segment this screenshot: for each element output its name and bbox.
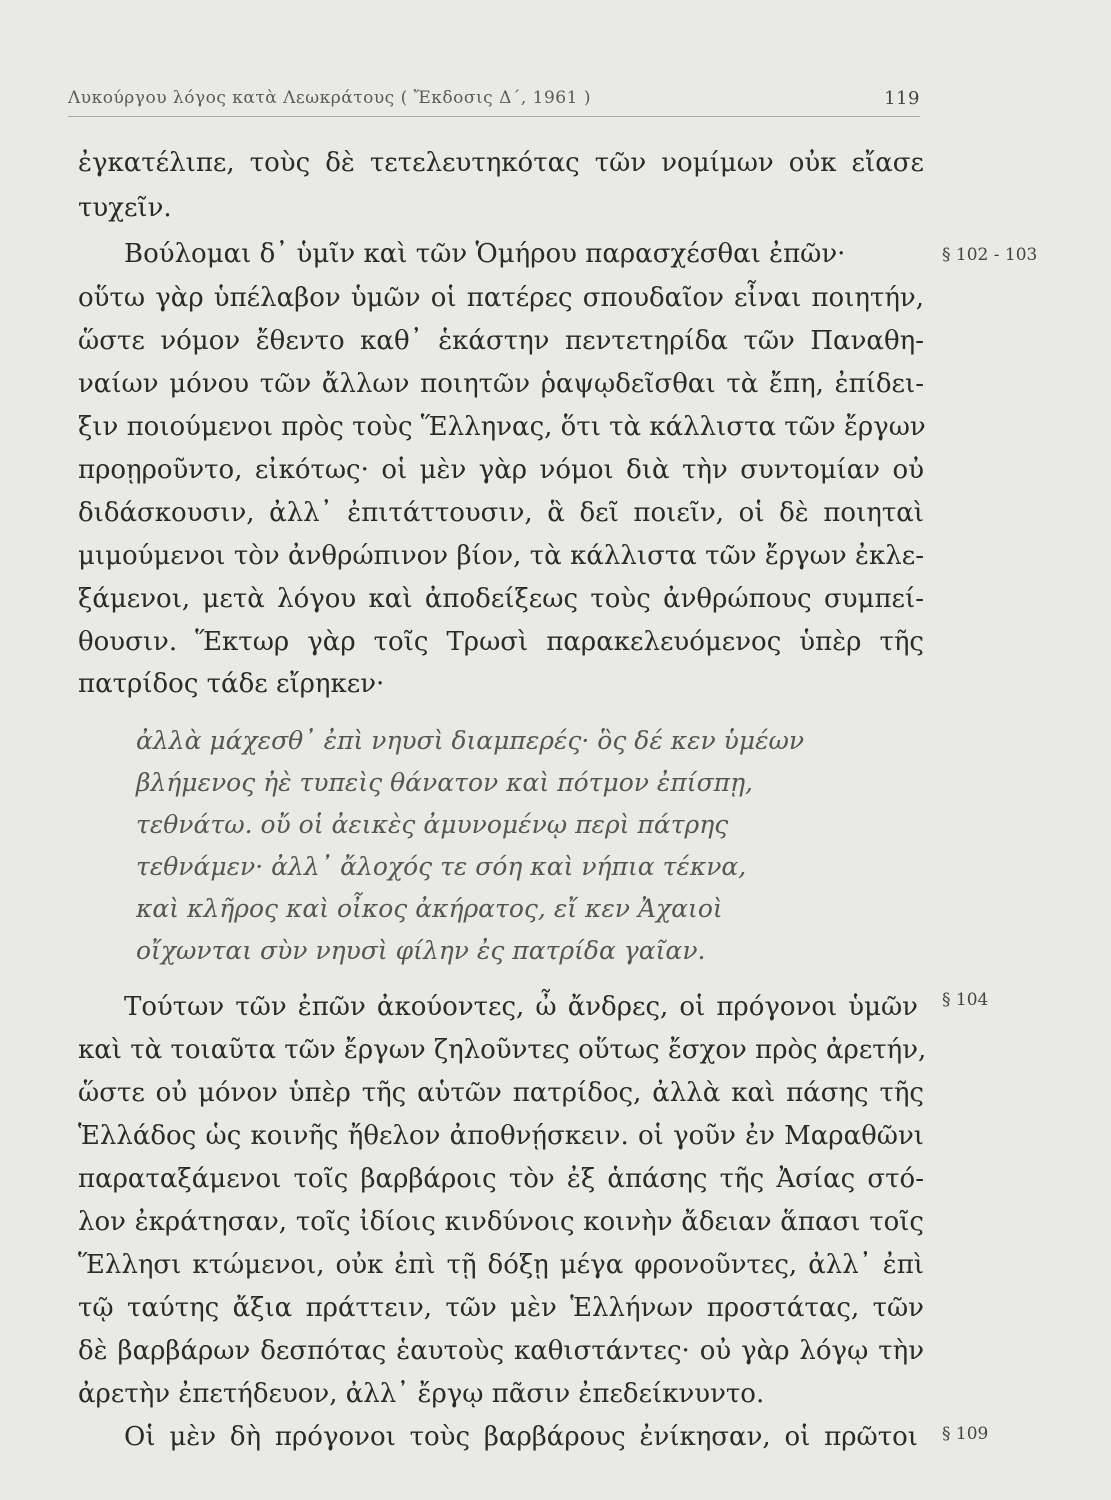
text-line: λον ἐκράτησαν, τοῖς ἰδίοις κινδύνοις κοινὴν ἄδειαν ἅπασι τοῖς bbox=[78, 1207, 924, 1237]
text-line: Τούτων τῶν ἐπῶν ἀκούοντες, ὦ ἄνδρες, οἱ πρόγονοι ὑμῶν bbox=[124, 992, 918, 1022]
text-line: Ἑλλάδος ὡς κοινῆς ἤθελον ἀποθνῄσκειν. οἱ γοῦν ἐν Μαραθῶνι bbox=[78, 1121, 924, 1151]
text-line: καὶ τὰ τοιαῦτα τῶν ἔργων ζηλοῦντες οὕτως ἔσχον πρὸς ἀρετήν, bbox=[78, 1035, 927, 1065]
text-line: ὥστε οὐ μόνον ὑπὲρ τῆς αὑτῶν πατρίδος, ἀλλὰ καὶ πάσης τῆς bbox=[78, 1078, 924, 1108]
section-reference: § 104 bbox=[942, 990, 989, 1010]
text-line: μιμούμενοι τὸν ἀνθρώπινον βίον, τὰ κάλλιστα τῶν ἔργων ἐκλε- bbox=[78, 541, 924, 571]
running-title: Λυκούργου λόγος κατὰ Λεωκράτους ( Ἔκδοσις Δ΄, 1961 ) bbox=[68, 88, 591, 108]
text-line: τῷ ταύτης ἄξια πράττειν, τῶν μὲν Ἑλλήνων προστάτας, τῶν bbox=[78, 1293, 924, 1323]
text-line: τυχεῖν. bbox=[78, 193, 172, 223]
text-line: ὥστε νόμον ἔθεντο καθ᾽ ἑκάστην πεντετηρίδα τῶν Παναθη- bbox=[78, 326, 924, 356]
verse-line: τεθνάμεν· ἀλλ᾽ ἄλοχός τε σόη καὶ νήπια τέκνα, bbox=[136, 852, 747, 881]
text-line: ἐγκατέλιπε, τοὺς δὲ τετελευτηκότας τῶν νομίμων οὐκ εἴασε bbox=[78, 148, 924, 178]
text-line: πατρίδος τάδε εἴρηκεν· bbox=[78, 669, 385, 699]
text-line: ξάμενοι, μετὰ λόγου καὶ ἀποδείξεως τοὺς ἀνθρώπους συμπεί- bbox=[78, 584, 924, 614]
text-line: θουσιν. Ἕκτωρ γὰρ τοῖς Τρωσὶ παρακελευόμενος ὑπὲρ τῆς bbox=[78, 627, 924, 657]
text-line: προῃροῦντο, εἰκότως· οἱ μὲν γὰρ νόμοι διὰ τὴν συντομίαν οὐ bbox=[78, 455, 924, 485]
page-number: 119 bbox=[884, 88, 920, 109]
verse-line: τεθνάτω. οὔ οἱ ἀεικὲς ἀμυνομένῳ περὶ πάτρης bbox=[136, 810, 729, 839]
verse-line: βλήμενος ἠὲ τυπεὶς θάνατον καὶ πότμον ἐπίσπῃ, bbox=[136, 768, 753, 797]
verse-line: οἴχωνται σὺν νηυσὶ φίλην ἐς πατρίδα γαῖαν. bbox=[136, 936, 706, 965]
text-line: ξιν ποιούμενοι πρὸς τοὺς Ἕλληνας, ὅτι τὰ κάλλιστα τῶν ἔργων bbox=[78, 412, 926, 442]
text-line: παραταξάμενοι τοῖς βαρβάροις τὸν ἐξ ἁπάσης τῆς Ἀσίας στό- bbox=[78, 1164, 924, 1194]
text-line: οὕτω γὰρ ὑπέλαβον ὑμῶν οἱ πατέρες σπουδαῖον εἶναι ποιητήν, bbox=[78, 283, 924, 313]
text-line: ναίων μόνου τῶν ἄλλων ποιητῶν ῥαψῳδεῖσθαι τὰ ἔπη, ἐπίδει- bbox=[78, 369, 924, 399]
section-reference: § 109 bbox=[942, 1424, 989, 1444]
text-line: διδάσκουσιν, ἀλλ᾽ ἐπιτάττουσιν, ἃ δεῖ ποιεῖν, οἱ δὲ ποιηταὶ bbox=[78, 498, 924, 528]
verse-line: ἀλλὰ μάχεσθ᾽ ἐπὶ νηυσὶ διαμπερές· ὃς δέ κεν ὑμέων bbox=[136, 726, 805, 755]
text-line: δὲ βαρβάρων δεσπότας ἑαυτοὺς καθιστάντες· οὐ γὰρ λόγῳ τὴν bbox=[78, 1336, 924, 1366]
text-line: ἀρετὴν ἐπετήδευον, ἀλλ᾽ ἔργῳ πᾶσιν ἐπεδείκνυντο. bbox=[78, 1379, 765, 1409]
text-line: Οἱ μὲν δὴ πρόγονοι τοὺς βαρβάρους ἐνίκησαν, οἱ πρῶτοι bbox=[124, 1422, 918, 1452]
verse-line: καὶ κλῆρος καὶ οἶκος ἀκήρατος, εἴ κεν Ἀχαιοὶ bbox=[136, 894, 723, 923]
section-reference: § 102 - 103 bbox=[942, 245, 1038, 265]
header-rule bbox=[68, 116, 920, 117]
running-head bbox=[68, 88, 920, 108]
text-line: Βούλομαι δ᾽ ὑμῖν καὶ τῶν Ὁμήρου παρασχέσθαι ἐπῶν· bbox=[124, 239, 846, 269]
text-line: Ἕλλησι κτώμενοι, οὐκ ἐπὶ τῇ δόξῃ μέγα φρονοῦντες, ἀλλ᾽ ἐπὶ bbox=[78, 1250, 924, 1280]
